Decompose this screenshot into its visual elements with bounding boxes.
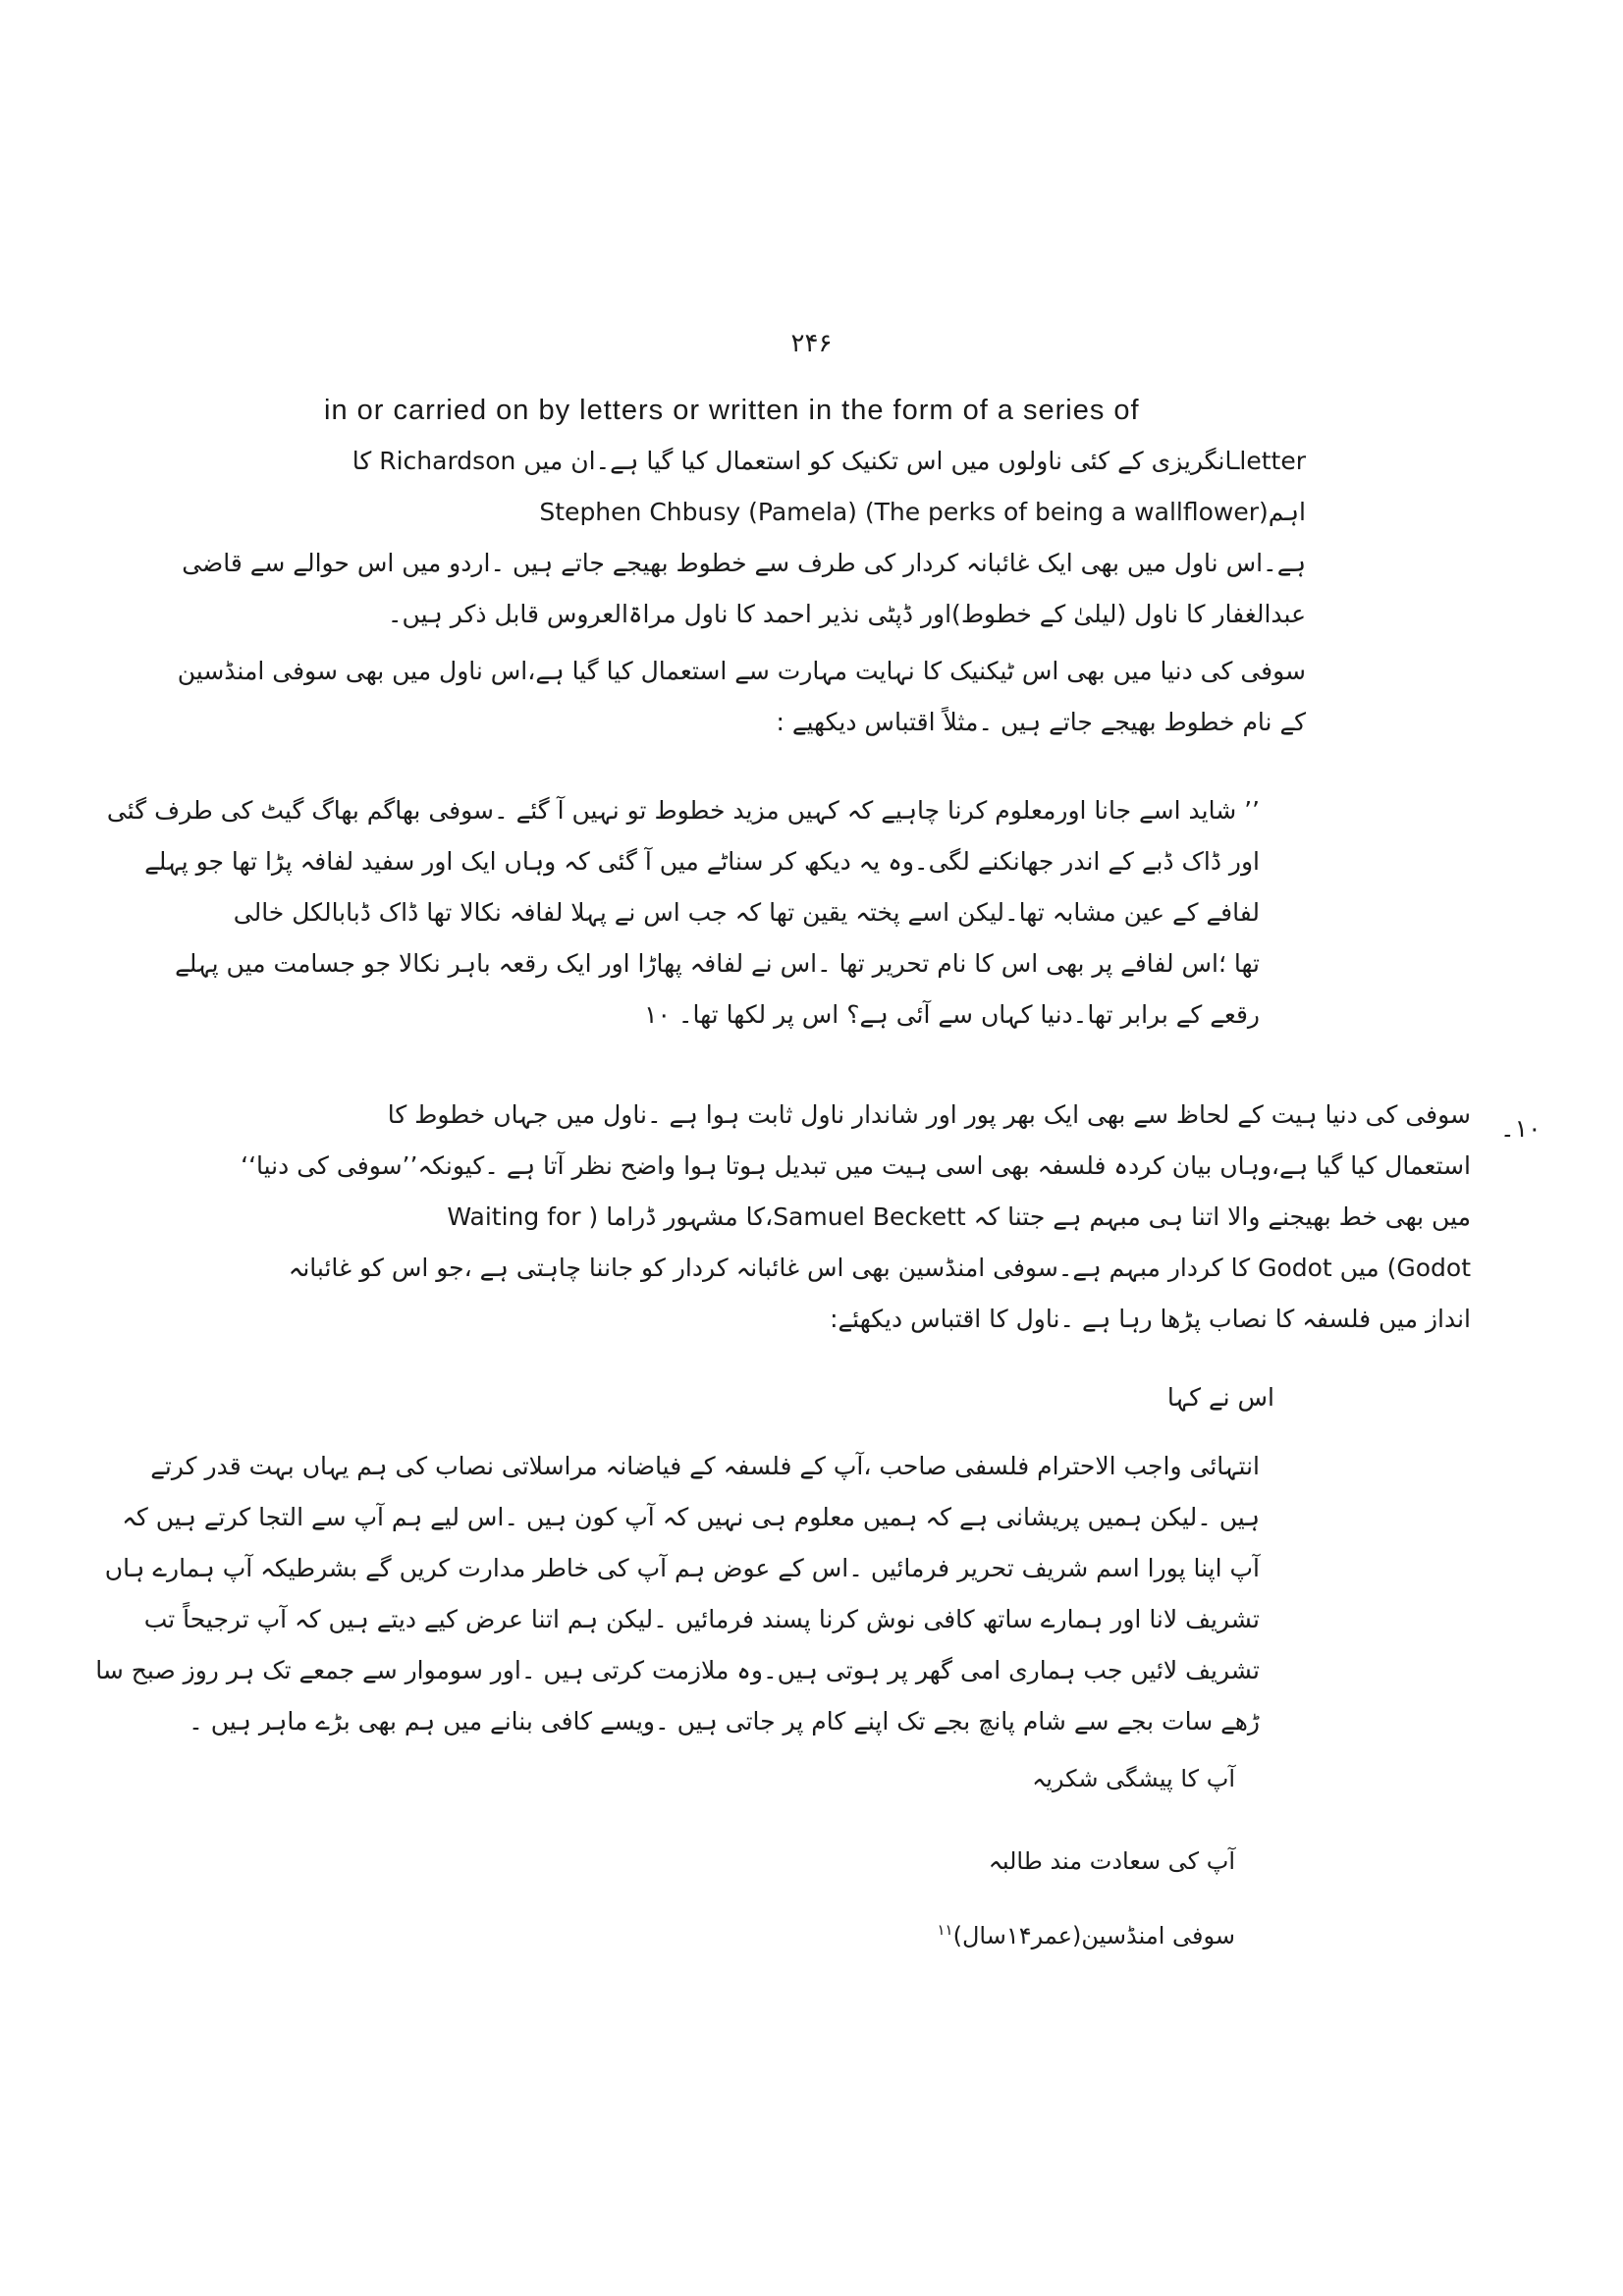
paragraph-2-line: سوفی کی دنیا میں بھی اس ٹیکنیک کا نہایت مہارت سے استعمال کیا گیا ہے،اس ناول میں بھی سوفی امنڈسین — [177, 657, 1306, 685]
quotation-line: اور ڈاک ڈبے کے اندر جھانکنے لگی۔وہ یہ دیکھ کر سناٹے میں آ گئی کہ وہاں ایک اور سفید لفافہ پڑا تھا جو پہلے — [144, 847, 1260, 876]
paragraph-item-10-line: میں بھی خط بھیجنے والا اتنا ہی مبہم ہے جتنا کہ Samuel Beckett،کا مشہور ڈراما ( Waiting for — [447, 1202, 1471, 1231]
footnote-marker: ۱۱ — [937, 1921, 953, 1939]
quotation-1 — [106, 785, 1260, 1041]
signoff-thanks: آپ کا پیشگی شکریہ — [1032, 1765, 1235, 1792]
said-text: اس نے کہا — [1166, 1383, 1274, 1412]
quotation-line: تھا ؛اس لفافے پر بھی اس کا نام تحریر تھا ۔اس نے لفافہ پھاڑا اور ایک رقعہ باہر نکالا جو جسامت میں پہلے — [175, 949, 1260, 978]
quotation-line: ’’ شاید اسے جانا اورمعلوم کرنا چاہیے کہ کہیں مزید خطوط تو نہیں آ گئے ۔سوفی بھاگم بھاگ گیٹ کی طرف گئی — [106, 796, 1260, 825]
quotation-line: لفافے کے عین مشابہ تھا۔لیکن اسے پختہ یقین تھا کہ جب اس نے پہلا لفافہ نکالا تھا ڈاک ڈبابالکل خالی — [233, 898, 1260, 927]
said-line — [324, 1372, 1274, 1423]
quotation-line: رقعے کے برابر تھا۔دنیا کہاں سے آئی ہے؟ اس پر لکھا تھا۔ ۱۰ — [644, 1000, 1260, 1029]
paragraph-1-line: ہے۔اس ناول میں بھی ایک غائبانہ کردار کی طرف سے خطوط بھیجے جاتے ہیں ۔اردو میں اس حوالے سے قاضی — [182, 549, 1306, 577]
paragraph-item-10 — [241, 1090, 1471, 1345]
paragraph-1 — [182, 385, 1306, 640]
paragraph-2 — [177, 646, 1306, 748]
letter-signoff — [324, 1753, 1235, 1955]
paragraph-1-line: اہم(The perks of being a wallflower) Stephen Chbusy (Pamela) — [539, 498, 1306, 526]
letter-line: انتہائی واجب الاحترام فلسفی صاحب ،آپ کے فلسفہ کے فیاضانہ مراسلاتی نصاب کی ہم یہاں بہت قدر کرتے — [150, 1452, 1260, 1480]
letter-line: تشریف لانا اور ہمارے ساتھ کافی نوش کرنا پسند فرمائیں ۔لیکن ہم اتنا عرض کیے دیتے ہیں کہ آپ ترجیحاً تب — [143, 1605, 1260, 1633]
paragraph-item-10-line: Godot) میں Godot کا کردار مبہم ہے۔سوفی امنڈسین بھی اس غائبانہ کردار کو جاننا چاہتی ہے ،جو اس کو غائبانہ — [288, 1254, 1471, 1282]
letter-line: تشریف لائیں جب ہماری امی گھر پر ہوتی ہیں۔وہ ملازمت کرتی ہیں ۔اور سوموار سے جمعے تک ہر روز صبح سا — [95, 1656, 1260, 1684]
paragraph-item-10-line: استعمال کیا گیا ہے،وہاں بیان کردہ فلسفہ بھی اسی ہیت میں تبدیل ہوتا ہوا واضح نظر آتا ہے ۔کیونکہ’’سوفی کی دنیا‘‘ — [241, 1151, 1471, 1180]
letter-line: آپ اپنا پورا اسم شریف تحریر فرمائیں ۔اس کے عوض ہم آپ کی خاطر مدارت کریں گے بشرطیکہ آپ ہمارے ہاں — [104, 1554, 1260, 1582]
paragraph-1-line: عبدالغفار کا ناول (لیلیٰ کے خطوط)اور ڈپٹی نذیر احمد کا ناول مراۃالعروس قابل ذکر ہیں۔ — [387, 600, 1306, 628]
paragraph-item-10-line: انداز میں فلسفہ کا نصاب پڑھا رہا ہے ۔ناول کا اقتباس دیکھئے: — [830, 1305, 1471, 1333]
letter-quotation — [95, 1441, 1260, 1747]
signoff-closing: آپ کی سعادت مند طالبہ — [988, 1847, 1235, 1875]
page-number: ۲۴۶ — [790, 329, 833, 358]
paragraph-item-10-line: سوفی کی دنیا ہیت کے لحاظ سے بھی ایک بھر پور اور شاندار ناول ثابت ہوا ہے ۔ناول میں جہاں خطوط کا — [387, 1100, 1471, 1129]
letter-line: ہیں ۔لیکن ہمیں پریشانی ہے کہ ہمیں معلوم ہی نہیں کہ آپ کون ہیں ۔اس لیے ہم آپ سے التجا کرتے ہیں کہ — [122, 1503, 1260, 1531]
signoff-name-line — [324, 1904, 1235, 1955]
letter-line: ڑھے سات بجے سے شام پانچ بجے تک اپنے کام پر جاتی ہیں ۔ویسے کافی بنانے میں ہم بھی بڑے ماہر ہیں ۔ — [189, 1707, 1260, 1735]
paragraph-1-line: in or carried on by letters or written in the form of a series of — [324, 395, 1140, 426]
paragraph-1-line: letterـانگریزی کے کئی ناولوں میں اس تکنیک کو استعمال کیا گیا ہے۔ان میں Richardson کا — [352, 447, 1306, 475]
paragraph-2-line: کے نام خطوط بھیجے جاتے ہیں ۔مثلاً اقتباس دیکھیے : — [776, 708, 1306, 736]
signoff-name: سوفی امنڈسین(عمر۱۴سال) — [952, 1922, 1235, 1949]
list-item-number: ۱۰۔ — [1500, 1114, 1542, 1143]
